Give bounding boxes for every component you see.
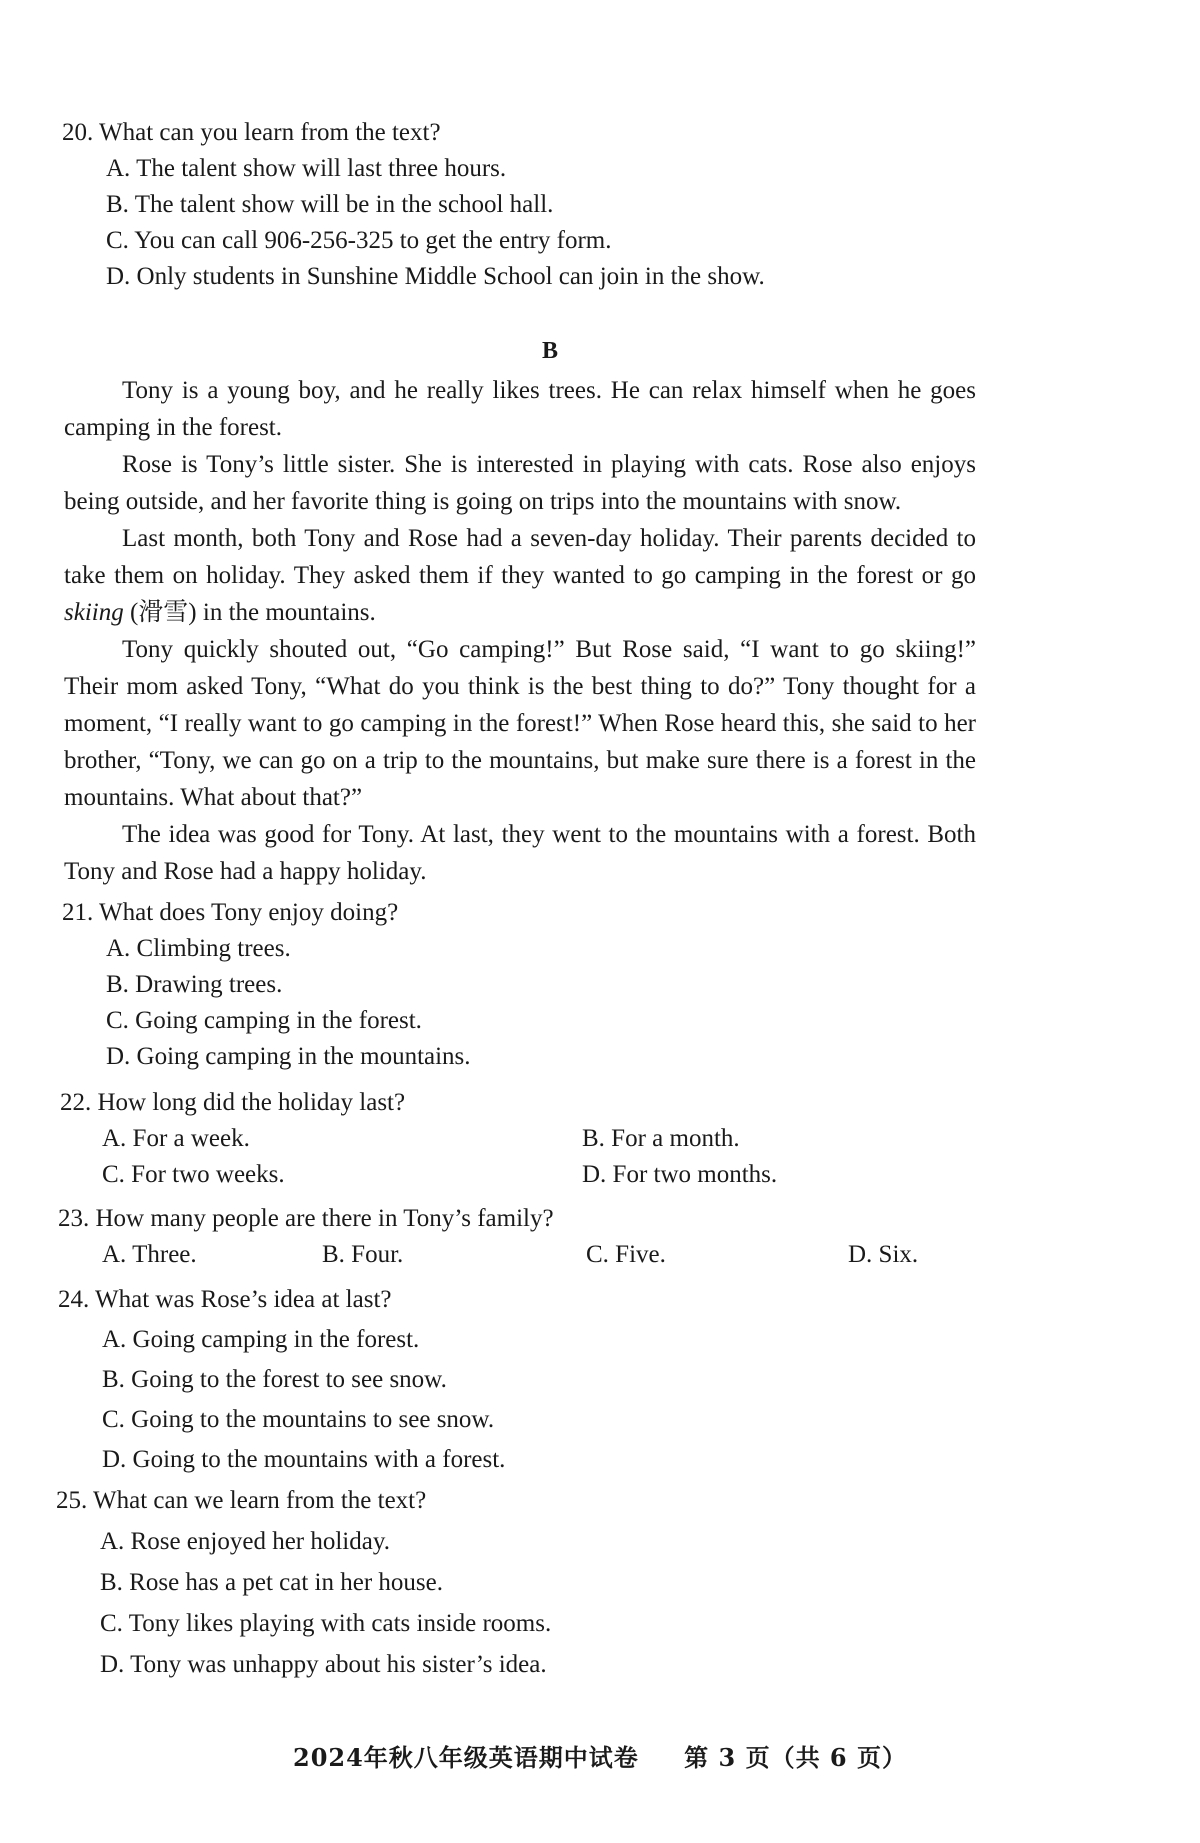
option-row bbox=[60, 1157, 1200, 1193]
question-stem: 22. How long did the holiday last? bbox=[60, 1089, 406, 1116]
option-d: D. Tony was unhappy about his sister’s idea. bbox=[100, 1651, 547, 1678]
question-23 bbox=[0, 1201, 1200, 1273]
question-22 bbox=[0, 1085, 1200, 1193]
page-number: 第 3 页（共 6 页） bbox=[684, 1743, 907, 1772]
option-b: B. Rose has a pet cat in her house. bbox=[100, 1569, 443, 1596]
option-d: D. Six. bbox=[848, 1241, 919, 1268]
section-heading: B bbox=[541, 338, 558, 364]
option-a: A. Rose enjoyed her holiday. bbox=[100, 1528, 390, 1555]
option-b: B. Four. bbox=[322, 1241, 404, 1268]
option-d: D. Going to the mountains with a forest. bbox=[102, 1446, 506, 1473]
option-c: C. Five. bbox=[586, 1241, 666, 1268]
option-c: C. Going to the mountains to see snow. bbox=[102, 1406, 495, 1433]
page-footer bbox=[0, 1738, 1200, 1773]
option-b: B. Going to the forest to see snow. bbox=[102, 1366, 447, 1393]
option-c: C. For two weeks. bbox=[102, 1161, 285, 1188]
option-c: C. Tony likes playing with cats inside rooms. bbox=[100, 1610, 552, 1637]
passage-paragraph: The idea was good for Tony. At last, they went to the mountains with a forest. Both Tony and Rose had a happy holiday. bbox=[64, 821, 976, 885]
exam-title: 2024年秋八年级英语期中试卷 bbox=[293, 1743, 639, 1772]
option-row bbox=[58, 1237, 1200, 1273]
reading-passage bbox=[0, 372, 1136, 890]
option-a: A. For a week. bbox=[102, 1125, 250, 1152]
option-a: A. Climbing trees. bbox=[106, 935, 291, 962]
option-b: B. For a month. bbox=[582, 1125, 740, 1152]
question-21 bbox=[0, 895, 1200, 1075]
option-d: D. Only students in Sunshine Middle School can join in the show. bbox=[106, 263, 765, 290]
option-a: A. Three. bbox=[102, 1241, 197, 1268]
question-stem: 25. What can we learn from the text? bbox=[56, 1487, 427, 1514]
question-stem: 20. What can you learn from the text? bbox=[62, 119, 441, 146]
option-c: C. Going camping in the forest. bbox=[106, 1007, 422, 1034]
option-d: D. Going camping in the mountains. bbox=[106, 1043, 471, 1070]
passage-paragraph: Tony is a young boy, and he really likes trees. He can relax himself when he goes camping in the forest. bbox=[64, 377, 976, 441]
option-row bbox=[60, 1121, 1200, 1157]
question-20 bbox=[0, 115, 1200, 295]
option-d: D. For two months. bbox=[582, 1161, 778, 1188]
option-c: C. You can call 906-256-325 to get the entry form. bbox=[106, 227, 612, 254]
option-b: B. The talent show will be in the school hall. bbox=[106, 191, 554, 218]
option-a: A. The talent show will last three hours. bbox=[106, 155, 507, 182]
question-stem: 24. What was Rose’s idea at last? bbox=[58, 1286, 392, 1313]
passage-paragraph: Last month, both Tony and Rose had a seven-day holiday. Their parents decided to take them on holiday. They asked them if they wanted to go camping in the forest or go skiing (滑雪) in the mountains. bbox=[64, 525, 976, 626]
question-stem: 21. What does Tony enjoy doing? bbox=[62, 899, 399, 926]
passage-paragraph: Tony quickly shouted out, “Go camping!” But Rose said, “I want to go skiing!” Their mom asked Tony, “What do you think is the best thing to do?” Tony thought for a moment, “I really want to go camping in the forest!” When Rose heard this, she said to her brother, “Tony, we can go on a trip to the mountains, but make sure there is a forest in the mountains. What about that?” bbox=[64, 636, 976, 811]
question-stem: 23. How many people are there in Tony’s family? bbox=[58, 1205, 554, 1232]
option-a: A. Going camping in the forest. bbox=[102, 1326, 420, 1353]
passage-paragraph: Rose is Tony’s little sister. She is interested in playing with cats. Rose also enjoys being outside, and her favorite thing is going on trips into the mountains with snow. bbox=[64, 451, 976, 515]
question-25 bbox=[0, 1480, 1200, 1685]
option-b: B. Drawing trees. bbox=[106, 971, 283, 998]
question-24 bbox=[0, 1280, 1200, 1480]
